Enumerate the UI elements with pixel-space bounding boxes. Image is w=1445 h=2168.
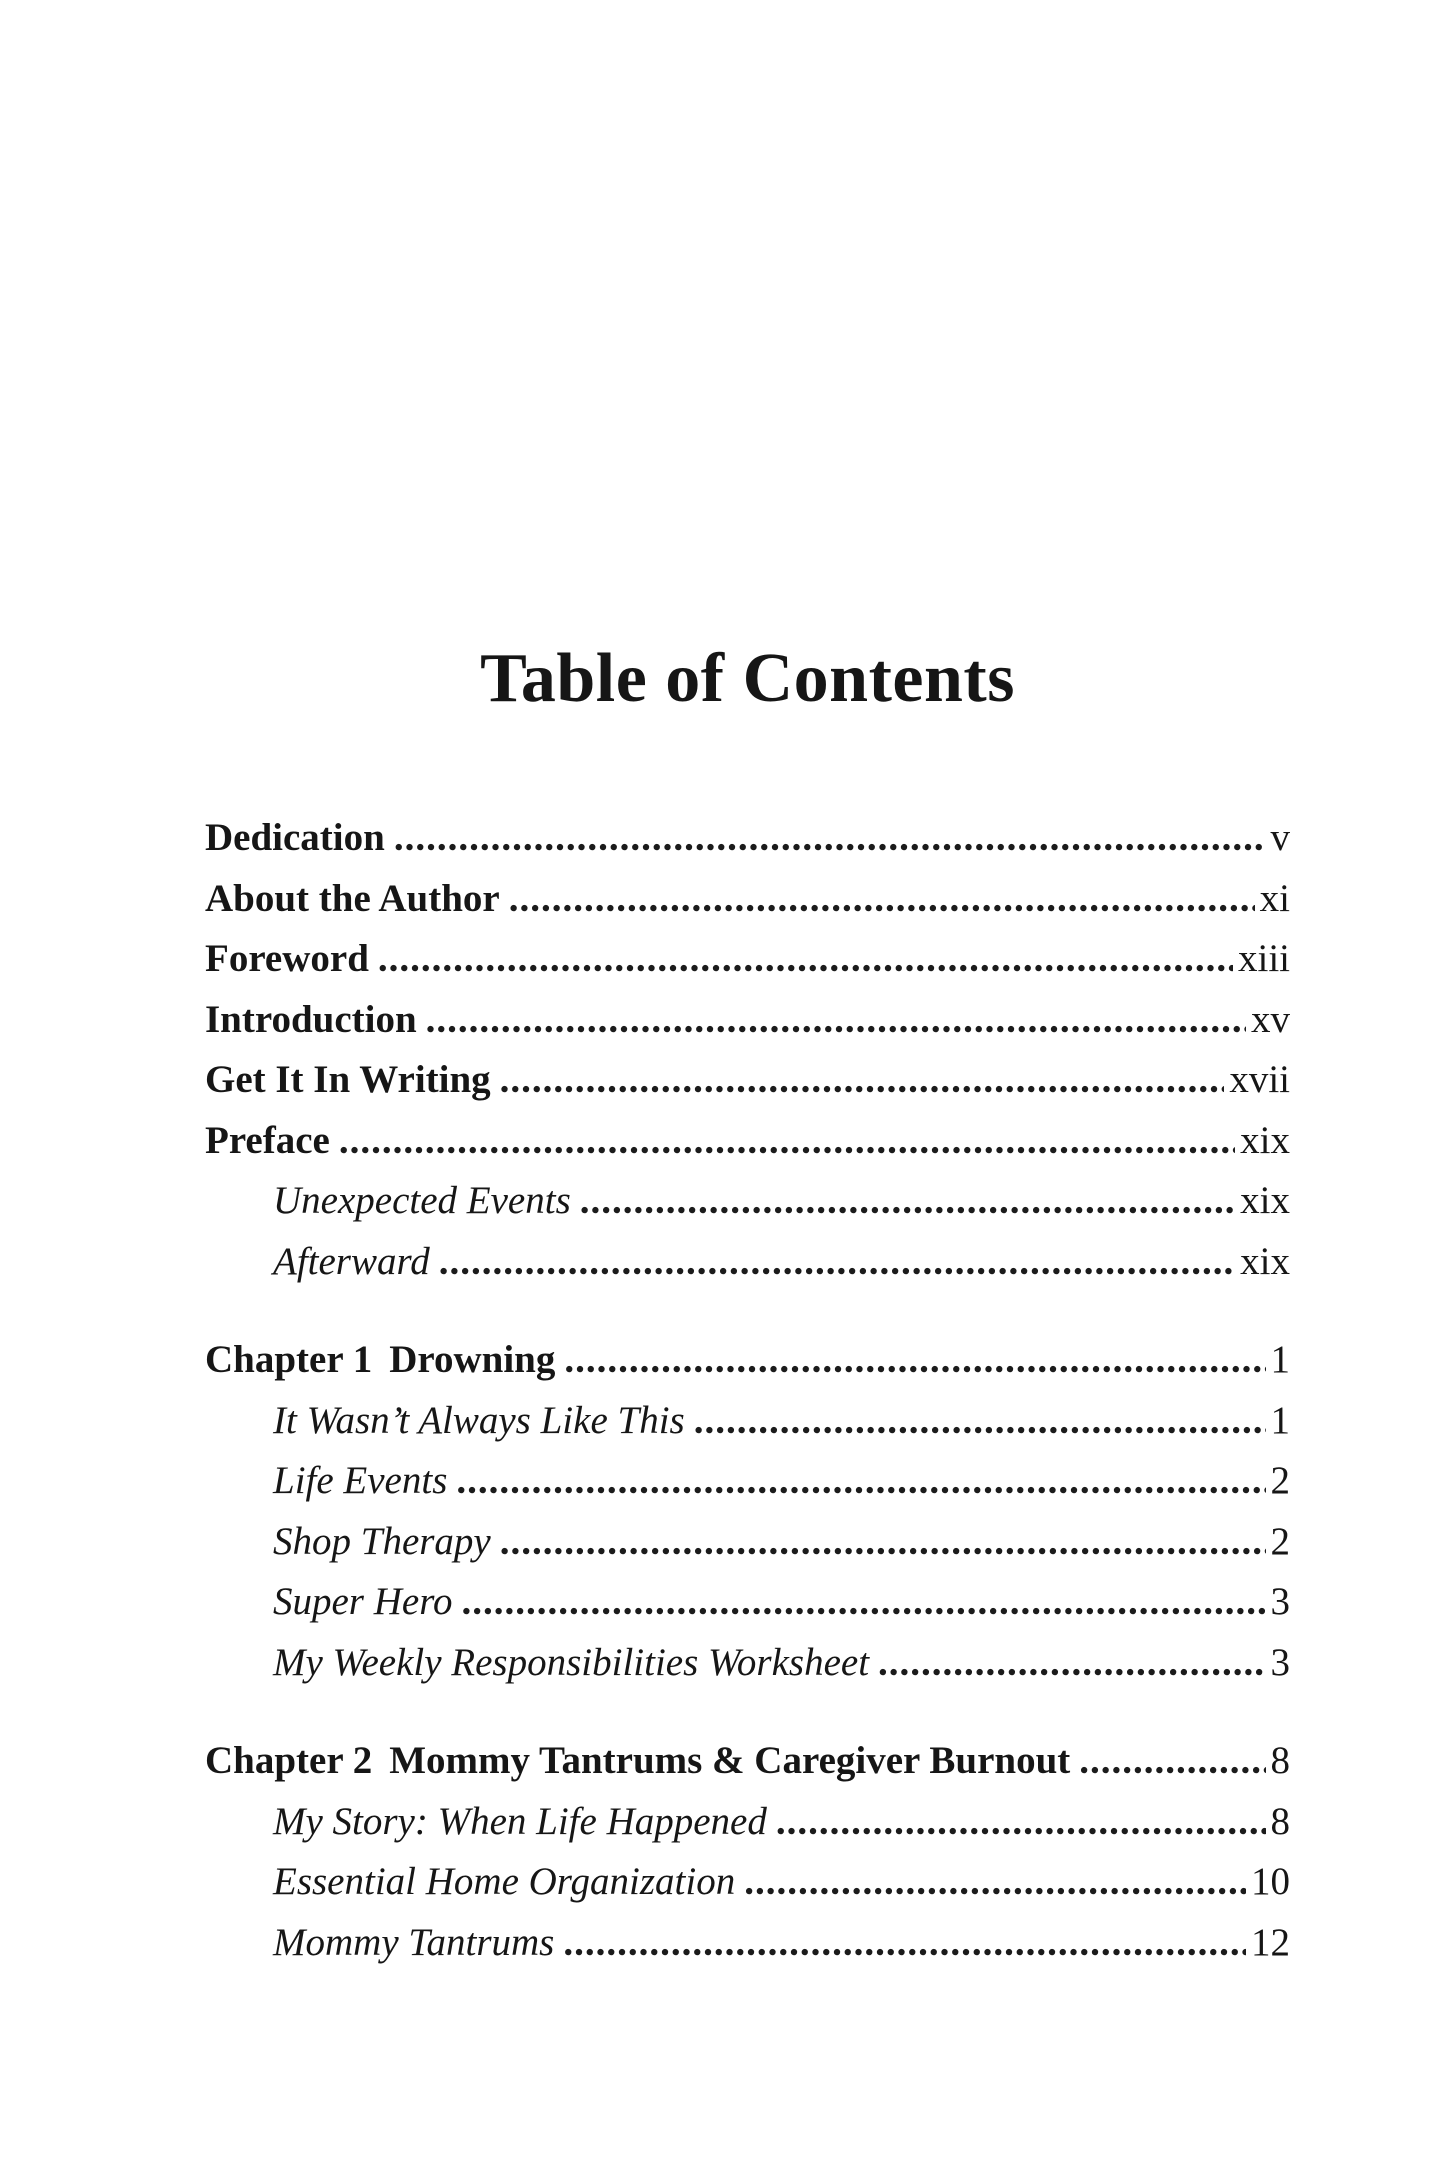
- toc-entry-page-number: 1: [1270, 1338, 1290, 1381]
- toc-entry-unexpected-events: [205, 1171, 1290, 1232]
- toc-entry-my-story-when-life-happened: [205, 1792, 1290, 1853]
- chapter-number: Chapter 1: [205, 1338, 373, 1381]
- dot-leader: [394, 808, 1266, 869]
- toc-entry-label: [205, 1330, 555, 1391]
- toc-entry-essential-home-organization: [205, 1852, 1290, 1913]
- toc-entry-label: Super Hero: [273, 1580, 453, 1623]
- dot-leader: [426, 990, 1246, 1051]
- toc-entry-shop-therapy: [205, 1512, 1290, 1573]
- toc-entry-label: Essential Home Organization: [273, 1860, 736, 1903]
- toc-entry-label: Shop Therapy: [273, 1519, 491, 1563]
- toc-entry-page-number: xiii: [1237, 937, 1290, 980]
- toc-entry-preface: [205, 1111, 1290, 1172]
- toc-entry-page-number: 12: [1251, 1920, 1290, 1964]
- toc-entry-label: [205, 1731, 1070, 1792]
- dot-leader: [456, 1451, 1265, 1512]
- dot-leader: [564, 1330, 1265, 1391]
- dot-leader: [563, 1913, 1246, 1974]
- toc-entry-page-number: 8: [1270, 1799, 1290, 1843]
- toc-entry-my-weekly-responsibilities-worksheet: [205, 1633, 1290, 1694]
- toc-entry-dedication: [205, 808, 1290, 869]
- dot-leader: [776, 1792, 1266, 1853]
- toc-entry-label: My Story: When Life Happened: [273, 1799, 767, 1843]
- toc-entry-label: My Weekly Responsibilities Worksheet: [273, 1640, 870, 1684]
- chapter-title: Drowning: [389, 1338, 556, 1381]
- toc-entry-about-the-author: [205, 869, 1290, 930]
- dot-leader: [461, 1572, 1265, 1633]
- dot-leader: [878, 1633, 1265, 1694]
- dot-leader: [1079, 1731, 1265, 1792]
- toc-entry-foreword: [205, 929, 1290, 990]
- page-title: Table of Contents: [480, 640, 1015, 717]
- toc-entry-page-number: 8: [1270, 1739, 1290, 1782]
- toc-entry-life-events: [205, 1451, 1290, 1512]
- toc-entry-page-number: 2: [1270, 1519, 1290, 1563]
- toc-entry-page-number: xvii: [1229, 1058, 1290, 1101]
- table-of-contents-list: [205, 808, 1290, 1973]
- toc-entry-page-number: 3: [1270, 1640, 1290, 1684]
- toc-entry-chapter-2: [205, 1731, 1290, 1792]
- dot-leader: [439, 1232, 1235, 1293]
- toc-entry-afterward: [205, 1232, 1290, 1293]
- dot-leader: [509, 869, 1255, 930]
- toc-entry-page-number: xix: [1240, 1118, 1290, 1162]
- toc-entry-page-number: 1: [1270, 1398, 1290, 1442]
- toc-entry-page-number: xix: [1240, 1179, 1290, 1222]
- toc-entry-page-number: xv: [1251, 997, 1290, 1041]
- toc-entry-super-hero: [205, 1572, 1290, 1633]
- toc-entry-label: Foreword: [205, 937, 369, 980]
- toc-entry-label: Life Events: [273, 1459, 448, 1502]
- toc-entry-page-number: v: [1270, 816, 1290, 859]
- chapter-title: Mommy Tantrums & Caregiver Burnout: [389, 1739, 1071, 1782]
- toc-entry-label: About the Author: [205, 876, 500, 920]
- dot-leader: [339, 1111, 1235, 1172]
- toc-entry-chapter-1: [205, 1330, 1290, 1391]
- toc-entry-introduction: [205, 990, 1290, 1051]
- toc-entry-page-number: xix: [1240, 1239, 1290, 1283]
- toc-entry-page-number: 2: [1270, 1459, 1290, 1502]
- dot-leader: [694, 1391, 1266, 1452]
- toc-entry-page-number: 10: [1251, 1860, 1290, 1903]
- toc-entry-label: It Wasn’t Always Like This: [273, 1398, 685, 1442]
- toc-entry-label: Introduction: [205, 997, 417, 1041]
- toc-entry-page-number: 3: [1270, 1580, 1290, 1623]
- toc-entry-it-wasnt-always-like-this: [205, 1391, 1290, 1452]
- toc-entry-page-number: xi: [1259, 876, 1290, 920]
- toc-entry-label: Afterward: [273, 1239, 430, 1283]
- toc-entry-get-it-in-writing: [205, 1050, 1290, 1111]
- dot-leader: [744, 1852, 1246, 1913]
- dot-leader: [378, 929, 1233, 990]
- dot-leader: [580, 1171, 1235, 1232]
- toc-entry-label: Unexpected Events: [273, 1179, 571, 1222]
- chapter-number: Chapter 2: [205, 1739, 373, 1782]
- toc-entry-mommy-tantrums: [205, 1913, 1290, 1974]
- dot-leader: [500, 1512, 1266, 1573]
- toc-content-column: [205, 0, 1290, 1973]
- toc-entry-label: Mommy Tantrums: [273, 1920, 555, 1964]
- toc-entry-label: Get It In Writing: [205, 1058, 491, 1101]
- dot-leader: [500, 1050, 1225, 1111]
- toc-entry-label: Dedication: [205, 816, 385, 859]
- toc-entry-label: Preface: [205, 1118, 330, 1162]
